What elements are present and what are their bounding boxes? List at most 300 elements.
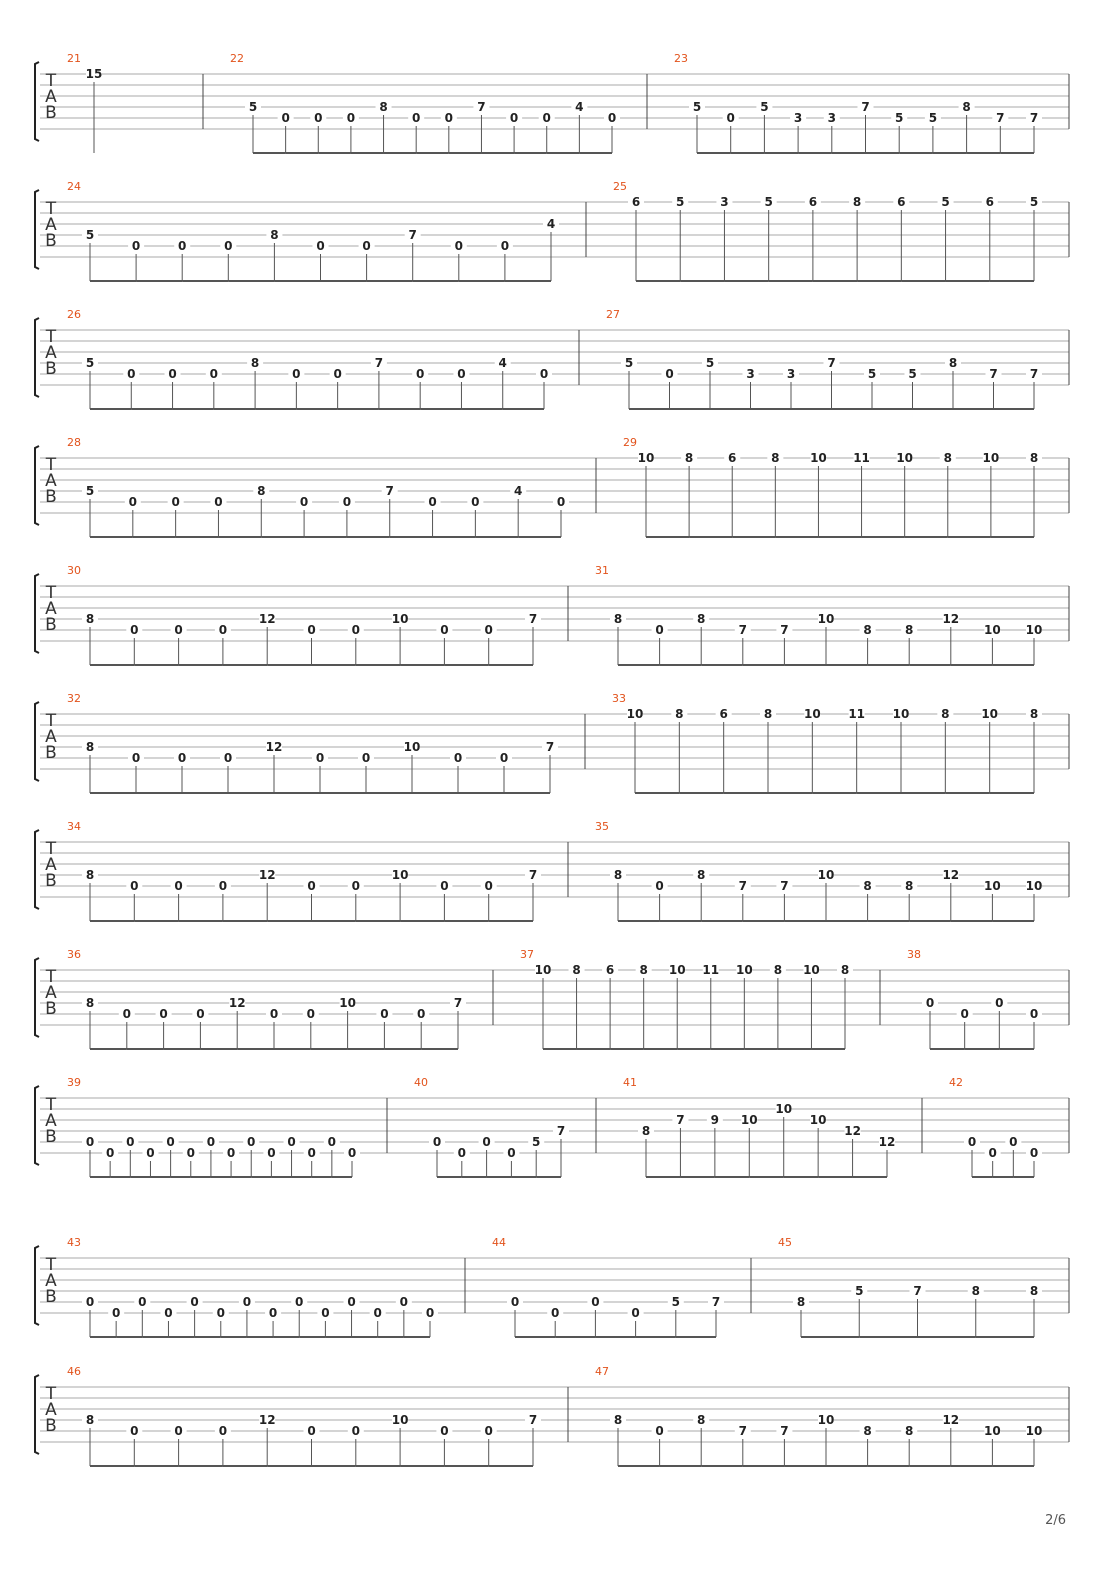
fret-number: 5 [85,356,95,370]
measure-number: 25 [613,180,627,193]
fret-number: 0 [484,623,493,637]
fret-number: 7 [676,1113,685,1127]
fret-number: 10 [403,740,421,754]
tab-clef-letter: T [45,199,57,219]
tab-clef-letter: A [45,1400,57,1420]
measure-number: 40 [414,1076,428,1089]
measure-number: 23 [674,52,688,65]
fret-number: 10 [803,963,820,977]
system-bracket [35,1086,39,1165]
fret-number: 10 [1025,879,1043,893]
fret-number: 9 [710,1113,720,1127]
fret-number: 0 [216,1306,225,1320]
fret-number: 10 [1025,623,1043,637]
fret-number: 8 [85,740,95,754]
system-bracket [35,574,39,653]
fret-number: 0 [269,1007,279,1021]
fret-number: 8 [572,963,581,977]
fret-number: 0 [206,1135,216,1149]
tab-clef-letter: B [45,231,57,251]
fret-number: 3 [793,111,803,125]
fret-number: 0 [174,623,183,637]
fret-number: 11 [853,451,870,465]
fret-number: 0 [510,1295,520,1309]
tab-clef-letter: T [45,71,57,91]
tab-system [35,180,1069,281]
fret-number: 0 [507,1146,516,1160]
fret-number: 0 [218,623,228,637]
fret-number: 8 [905,623,914,637]
fret-number: 0 [226,1146,236,1160]
fret-number: 0 [440,1424,449,1438]
fret-number: 0 [327,1135,337,1149]
fret-number: 10 [896,451,914,465]
fret-number: 8 [697,1413,706,1427]
fret-number: 0 [453,751,463,765]
fret-number: 0 [539,367,549,381]
fret-number: 10 [391,612,409,626]
fret-number: 7 [374,356,384,370]
tab-clef-letter: B [45,1416,57,1436]
fret-number: 0 [655,879,664,893]
fret-number: 0 [174,879,183,893]
fret-number: 0 [292,367,301,381]
measure-number: 27 [606,308,620,321]
fret-number: 12 [258,868,276,882]
fret-number: 5 [928,111,938,125]
fret-number: 0 [85,1135,95,1149]
fret-number: 0 [218,1424,228,1438]
fret-number: 6 [631,195,641,209]
fret-number: 0 [454,239,463,253]
tab-clef-letter: T [45,711,57,731]
fret-number: 8 [641,1124,651,1138]
fret-number: 12 [258,612,276,626]
tab-system [35,1076,1069,1177]
fret-number: 4 [546,217,556,231]
fret-number: 8 [796,1295,806,1309]
fret-number: 0 [130,623,139,637]
fret-number: 6 [605,963,615,977]
fret-number: 7 [780,623,789,637]
fret-number: 8 [948,356,958,370]
fret-number: 0 [333,367,342,381]
fret-number: 10 [668,963,686,977]
fret-number: 0 [171,495,180,509]
system-bracket [35,446,39,525]
fret-number: 4 [498,356,507,370]
fret-number: 0 [655,623,664,637]
fret-number: 0 [509,111,519,125]
fret-number: 0 [425,1306,435,1320]
fret-number: 8 [971,1284,980,1298]
fret-number: 10 [391,868,409,882]
fret-number: 7 [738,623,747,637]
fret-number: 12 [942,868,960,882]
fret-number: 0 [925,996,935,1010]
system-bracket [35,702,39,781]
fret-number: 0 [351,623,360,637]
fret-number: 7 [996,111,1005,125]
measure-number: 37 [520,948,534,961]
fret-number: 12 [258,1413,276,1427]
system-bracket [35,958,39,1037]
fret-number: 0 [726,111,735,125]
tab-clef-letter: T [45,967,57,987]
tab-clef-letter: B [45,1127,57,1147]
fret-number: 8 [905,1424,914,1438]
measure-number: 33 [612,692,626,705]
fret-number: 0 [105,1146,115,1160]
fret-number: 10 [1025,1424,1043,1438]
tab-clef-letter: T [45,839,57,859]
fret-number: 0 [607,111,617,125]
fret-number: 12 [942,1413,960,1427]
fret-number: 4 [514,484,523,498]
fret-number: 10 [984,623,1001,637]
tab-clef-letter: A [45,1111,57,1131]
fret-number: 7 [528,1413,538,1427]
fret-number: 0 [122,1007,131,1021]
fret-number: 0 [138,1295,147,1309]
system-bracket [35,318,39,397]
fret-number: 8 [771,451,780,465]
fret-number: 5 [705,356,715,370]
measure-number: 22 [230,52,244,65]
tab-clef-letter: A [45,471,57,491]
measure-number: 42 [949,1076,963,1089]
measure-number: 34 [67,820,81,833]
fret-number: 5 [85,484,95,498]
fret-number: 10 [626,707,644,721]
fret-number: 0 [307,1424,316,1438]
fret-number: 8 [773,963,783,977]
fret-number: 10 [339,996,356,1010]
fret-number: 8 [1029,707,1039,721]
fret-number: 0 [247,1135,256,1149]
tab-clef-letter: A [45,215,57,235]
measure-number: 29 [623,436,637,449]
fret-number: 7 [1029,111,1039,125]
fret-number: 10 [809,1113,827,1127]
fret-number: 0 [174,1424,183,1438]
fret-number: 8 [905,879,914,893]
fret-number: 0 [131,239,141,253]
measure-number: 26 [67,308,81,321]
fret-number: 0 [316,239,325,253]
fret-number: 0 [214,495,223,509]
fret-number: 5 [760,100,769,114]
fret-number: 5 [941,195,950,209]
fret-number: 5 [676,195,685,209]
fret-number: 8 [85,868,95,882]
fret-number: 0 [299,495,309,509]
measure-number: 45 [778,1236,792,1249]
fret-number: 0 [130,879,139,893]
fret-number: 7 [738,1424,747,1438]
fret-number: 8 [250,356,260,370]
measure-number: 46 [67,1365,81,1378]
measure-number: 47 [595,1365,609,1378]
fret-number: 0 [127,367,136,381]
tab-clef-letter: B [45,359,57,379]
fret-number: 5 [1029,195,1039,209]
fret-number: 7 [556,1124,566,1138]
fret-number: 6 [808,195,818,209]
fret-number: 7 [385,484,394,498]
fret-number: 0 [178,239,187,253]
fret-number: 10 [534,963,552,977]
fret-number: 5 [248,100,258,114]
tab-clef-letter: B [45,103,57,123]
fret-number: 0 [482,1135,491,1149]
fret-number: 8 [863,879,872,893]
tab-clef-letter: T [45,583,57,603]
fret-number: 10 [775,1102,793,1116]
fret-number: 0 [551,1306,560,1320]
fret-number: 0 [342,495,352,509]
fret-number: 8 [85,1413,95,1427]
fret-number: 0 [440,623,449,637]
fret-number: 12 [844,1124,861,1138]
fret-number: 0 [146,1146,155,1160]
fret-number: 4 [575,100,584,114]
fret-number: 8 [863,623,872,637]
fret-number: 0 [159,1007,168,1021]
tab-clef-letter: A [45,983,57,1003]
tab-system [35,1236,1069,1337]
fret-number: 0 [432,1135,442,1149]
system-bracket [35,62,39,141]
fret-number: 0 [499,751,509,765]
fret-number: 8 [1029,1284,1039,1298]
fret-number: 0 [196,1007,205,1021]
fret-number: 7 [861,100,870,114]
tab-clef-letter: A [45,727,57,747]
measure-number: 32 [67,692,81,705]
fret-number: 3 [786,367,796,381]
measure-number: 21 [67,52,81,65]
fret-number: 0 [315,751,325,765]
fret-number: 0 [631,1306,640,1320]
tab-clef-letter: B [45,615,57,635]
fret-number: 5 [624,356,634,370]
fret-number: 7 [827,356,836,370]
fret-number: 0 [295,1295,304,1309]
fret-number: 12 [265,740,283,754]
fret-number: 0 [967,1135,977,1149]
fret-number: 0 [1029,1007,1039,1021]
fret-number: 0 [281,111,290,125]
measure-number: 30 [67,564,81,577]
fret-number: 0 [126,1135,135,1149]
fret-number: 0 [307,623,316,637]
fret-number: 10 [817,1413,835,1427]
fret-number: 7 [780,879,789,893]
fret-number: 3 [827,111,836,125]
fret-number: 10 [892,707,910,721]
measure-number: 38 [907,948,921,961]
tab-clef-letter: T [45,1255,57,1275]
fret-number: 0 [380,1007,389,1021]
fret-number: 0 [428,495,437,509]
tab-system [35,692,1069,793]
tab-clef-letter: T [45,327,57,347]
fret-number: 0 [131,751,141,765]
tab-clef-letter: A [45,343,57,363]
fret-number: 8 [962,100,971,114]
fret-number: 8 [697,612,706,626]
fret-number: 8 [943,451,952,465]
fret-number: 10 [982,451,1000,465]
fret-number: 0 [417,1007,426,1021]
fret-number: 8 [85,612,95,626]
fret-number: 5 [532,1135,541,1149]
fret-number: 0 [346,111,356,125]
fret-number: 7 [738,879,747,893]
tab-clef-letter: B [45,487,57,507]
tab-system [35,308,1069,409]
tab-clef-letter: B [45,743,57,763]
fret-number: 8 [639,963,648,977]
systems-layer [35,52,1069,1466]
fret-number: 0 [542,111,551,125]
fret-number: 0 [412,111,421,125]
fret-number: 0 [373,1306,382,1320]
measure-number: 28 [67,436,81,449]
fret-number: 8 [270,228,279,242]
fret-number: 0 [209,367,218,381]
fret-number: 7 [408,228,417,242]
fret-number: 0 [128,495,137,509]
fret-number: 10 [810,451,827,465]
fret-number: 0 [988,1146,997,1160]
fret-number: 8 [763,707,773,721]
tab-system [35,820,1069,921]
system-bracket [35,190,39,269]
fret-number: 0 [457,367,466,381]
fret-number: 0 [307,879,316,893]
fret-number: 8 [379,100,388,114]
fret-number: 12 [878,1135,896,1149]
fret-number: 8 [85,996,95,1010]
fret-number: 8 [613,1413,623,1427]
fret-number: 8 [675,707,684,721]
fret-number: 0 [1009,1135,1018,1149]
fret-number: 3 [746,367,755,381]
fret-number: 10 [984,879,1001,893]
fret-number: 0 [85,1295,95,1309]
fret-number: 0 [242,1295,252,1309]
fret-number: 7 [453,996,463,1010]
fret-number: 10 [740,1113,758,1127]
fret-number: 0 [111,1306,121,1320]
fret-number: 6 [897,195,906,209]
fret-number: 0 [164,1306,173,1320]
fret-number: 5 [855,1284,864,1298]
fret-number: 6 [728,451,737,465]
tab-system [35,948,1069,1049]
fret-number: 0 [168,367,177,381]
measure-number: 39 [67,1076,81,1089]
fret-number: 6 [985,195,994,209]
fret-number: 0 [1029,1146,1039,1160]
fret-number: 5 [764,195,773,209]
tab-system [35,1365,1069,1466]
fret-number: 8 [852,195,862,209]
tab-clef-letter: B [45,1287,57,1307]
fret-number: 0 [416,367,425,381]
fret-number: 7 [545,740,555,754]
fret-number: 0 [347,1146,357,1160]
fret-number: 5 [692,100,702,114]
fret-number: 10 [817,868,835,882]
fret-number: 0 [362,239,371,253]
system-bracket [35,1375,39,1454]
fret-number: 3 [720,195,729,209]
fret-number: 0 [484,1424,493,1438]
tab-clef-letter: T [45,455,57,475]
fret-number: 11 [702,963,720,977]
fret-number: 5 [671,1295,680,1309]
fret-number: 10 [637,451,655,465]
fret-number: 0 [267,1146,276,1160]
fret-number: 0 [665,367,674,381]
fret-number: 0 [347,1295,356,1309]
fret-number: 0 [591,1295,600,1309]
tab-system [35,436,1069,537]
fret-number: 8 [1029,451,1039,465]
tab-clef-letter: A [45,87,57,107]
fret-number: 0 [177,751,187,765]
fret-number: 8 [863,1424,872,1438]
fret-number: 0 [471,495,480,509]
tab-clef-letter: B [45,871,57,891]
fret-number: 7 [528,868,538,882]
fret-number: 0 [190,1295,199,1309]
fret-number: 0 [223,751,233,765]
fret-number: 10 [981,707,999,721]
fret-number: 0 [314,111,323,125]
fret-number: 8 [257,484,266,498]
fret-number: 10 [803,707,821,721]
system-bracket [35,1246,39,1325]
fret-number: 0 [351,879,360,893]
fret-number: 7 [780,1424,789,1438]
fret-number: 12 [942,612,960,626]
fret-number: 0 [444,111,453,125]
fret-number: 0 [224,239,233,253]
measure-number: 41 [623,1076,637,1089]
fret-number: 0 [218,879,228,893]
tab-clef-letter: T [45,1095,57,1115]
fret-number: 8 [840,963,850,977]
fret-number: 0 [960,1007,969,1021]
fret-number: 5 [867,367,877,381]
fret-number: 5 [895,111,904,125]
fret-number: 11 [848,707,866,721]
measure-number: 31 [595,564,609,577]
fret-number: 10 [735,963,753,977]
fret-number: 0 [186,1146,195,1160]
tab-clef-letter: A [45,1271,57,1291]
tab-clef-letter: B [45,999,57,1019]
fret-number: 5 [908,367,917,381]
measure-number: 24 [67,180,81,193]
measure-number: 35 [595,820,609,833]
fret-number: 10 [984,1424,1001,1438]
fret-number: 0 [307,1146,316,1160]
